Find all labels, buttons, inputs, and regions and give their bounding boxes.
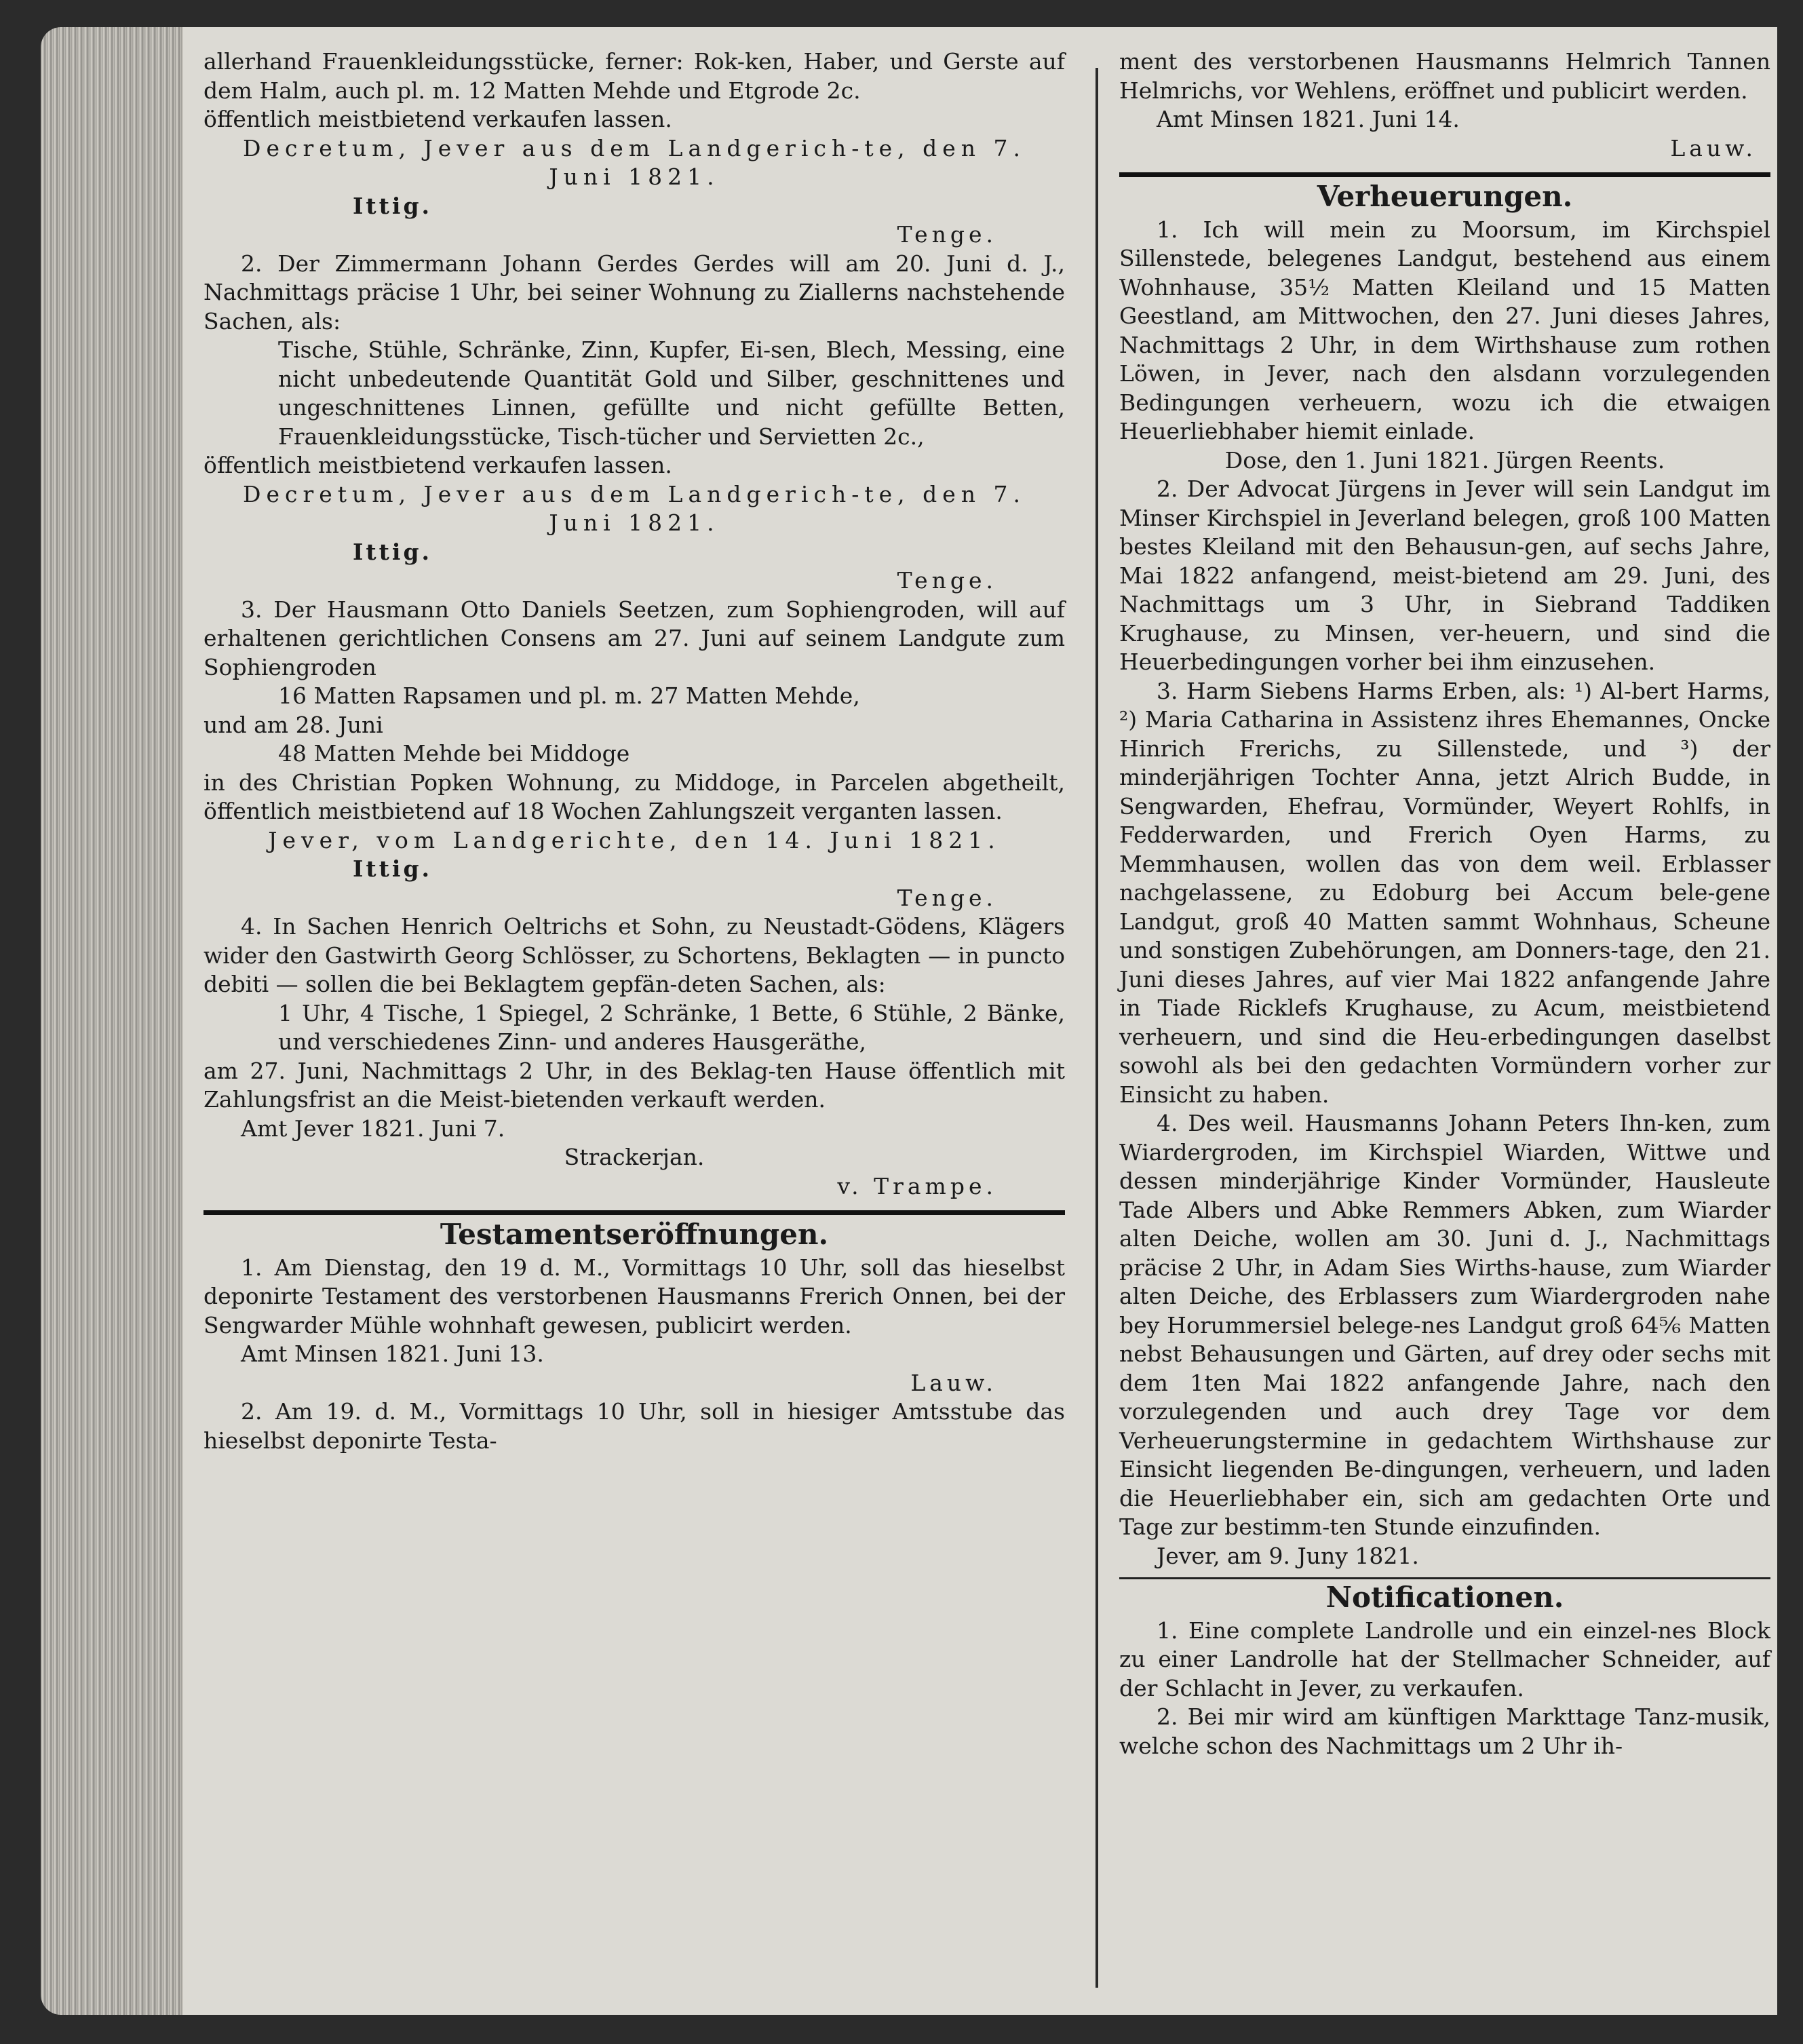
notice-2-text: 2. Der Zimmermann Johann Gerdes Gerdes will am 20. Juni d. J., Nachmittags präcise 1 Uhr, bei seiner Wohnung zu Ziallerns nachstehende Sachen, als:: [203, 250, 1065, 334]
notice-2-items: Tische, Stühle, Schränke, Zinn, Kupfer, Ei-sen, Blech, Messing, eine nicht unbedeutende Quantität Gold und Silber, geschnittenes und ungeschnittenes Linnen, gefüllte und nicht gefüllte Betten, Frauenkleidungsstücke, Tisch-tücher und Servietten 2c.,: [278, 336, 1065, 450]
notice-3-item-b: 48 Matten Mehde bei Middoge: [278, 740, 630, 767]
testament-2-text: 2. Am 19. d. M., Vormittags 10 Uhr, soll in hiesiger Amtsstube das hieselbst deponirte Testa-: [203, 1398, 1065, 1454]
signature-tenge: Tenge.: [897, 884, 997, 911]
left-column: [203, 47, 1065, 1455]
signature-strackerjan: Strackerjan.: [564, 1144, 705, 1170]
testament-1-text: 1. Am Dienstag, den 19 d. M., Vormittags 10 Uhr, soll das hieselbst deponirte Testament des verstorbenen Hausmanns Frerich Onnen, bei der Sengwarder Mühle wohnhaft gewesen, publicirt werden.: [203, 1254, 1065, 1338]
notice-2-closing: öffentlich meistbietend verkaufen lassen.: [203, 452, 672, 478]
notice-4-items: 1 Uhr, 4 Tische, 1 Spiegel, 2 Schränke, 1 Bette, 6 Stühle, 2 Bänke, und verschiedenes Zinn- und anderes Hausgeräthe,: [278, 999, 1065, 1055]
notice-n2-text: 2. Bei mir wird am künftigen Markttage Tanz-musik, welche schon des Nachmittags um 2 Uhr ih-: [1119, 1703, 1770, 1759]
signature-trampe: v. Trampe.: [837, 1172, 997, 1199]
section-heading-notificationen: Notificationen.: [1325, 1581, 1564, 1614]
section-heading-testament: Testamentseröffnungen.: [440, 1218, 829, 1251]
section-rule: [1119, 1577, 1770, 1579]
decretum-line: Decretum, Jever aus dem Landgerich-te, den 7. Juni 1821.: [242, 480, 1026, 536]
notice-n1-text: 1. Eine complete Landrolle und ein einzel-nes Block zu einer Landrolle hat der Stellmacher Schneider, auf der Schlacht in Jever, zu verkaufen.: [1119, 1617, 1770, 1701]
signature-lauw: Lauw.: [910, 1369, 997, 1396]
column-divider: [1096, 68, 1098, 1988]
notice-4-closing: am 27. Juni, Nachmittags 2 Uhr, in des Beklag-ten Hause öffentlich mit Zahlungsfrist an die Meist-bietenden verkauft werden.: [203, 1057, 1065, 1113]
signature-lauw: Lauw.: [1670, 134, 1757, 161]
notice-3-closing: in des Christian Popken Wohnung, zu Middoge, in Parcelen abgetheilt, öffentlich meistbietend auf 18 Wochen Zahlungszeit verganten lassen.: [203, 769, 1065, 824]
lease-3-text: 3. Harm Siebens Harms Erben, als: ¹) Al-bert Harms, ²) Maria Catharina in Assistenz ihres Ehemannes, Oncke Hinrich Frerichs, zu Sillenstede, und ³) der minderjährigen Tochter Anna, jetzt Alrich Budde, in Sengwarden, Ehefrau, Vormünder, Weyert Rohlfs, in Fedderwarden, und Frerich Oyen Harms, zu Memmhausen, wollen das von dem weil. Erblasser nachgelassene, zu Edoburg bei Accum bele-gene Landgut, groß 40 Matten sammt Wohnhaus, Scheune und sonstigen Zubehörungen, am Donners-tage, den 21. Juni dieses Jahres, auf vier Mai 1822 anfangende Jahre in Tiade Ricklefs Krughause, zu Acum, meistbietend verheuern, und sind die Heu-erbedingungen daselbst sowohl als bei den gedachten Vormündern vorher zur Einsicht zu haben.: [1119, 677, 1770, 1108]
notice-4-date: Amt Jever 1821. Juni 7.: [241, 1115, 505, 1142]
lease-1-text: 1. Ich will mein zu Moorsum, im Kirchspiel Sillenstede, belegenes Landgut, bestehend aus einem Wohnhause, 35½ Matten Kleiland und 15 Matten Geestland, am Mittwochen, den 27. Juni dieses Jahres, Nachmittags 2 Uhr, in dem Wirthshause zum rothen Löwen, in Jever, nach den alsdann vorzulegenden Bedingungen verheuern, wozu ich die etwaigen Heuerliebhaber hiemit einlade.: [1119, 216, 1770, 444]
section-rule: [203, 1210, 1065, 1215]
notice-3-date: und am 28. Juni: [203, 711, 383, 738]
decretum-line: Jever, vom Landgerichte, den 14. Juni 1821.: [268, 826, 1001, 853]
signature-ittig: Ittig.: [353, 538, 433, 565]
lease-4-signature: Jever, am 9. Juny 1821.: [1157, 1542, 1419, 1569]
decretum-line: Decretum, Jever aus dem Landgerich-te, den 7. Juni 1821.: [242, 134, 1026, 190]
intro-closing: öffentlich meistbietend verkaufen lassen.: [203, 106, 672, 132]
book-page-stack: [41, 27, 197, 2015]
lease-1-signature: Dose, den 1. Juni 1821. Jürgen Reents.: [1224, 446, 1665, 474]
right-column: [1119, 47, 1770, 1760]
signature-tenge: Tenge.: [897, 567, 997, 594]
testament-2-date: Amt Minsen 1821. Juni 14.: [1157, 106, 1460, 132]
lease-2-text: 2. Der Advocat Jürgens in Jever will sein Landgut im Minser Kirchspiel in Jeverland belegen, groß 100 Matten bestes Kleiland mit den Behausun-gen, auf sechs Jahre, Mai 1822 anfangend, meist-bietend am 29. Juni, des Nachmittags um 3 Uhr, in Siebrand Taddiken Krughause, zu Minsen, ver-heuern, und sind die Heuerbedingungen vorher bei ihm einzusehen.: [1119, 476, 1770, 675]
signature-ittig: Ittig.: [353, 192, 433, 219]
section-rule: [1119, 172, 1770, 177]
section-heading-verheuerungen: Verheuerungen.: [1317, 180, 1573, 213]
lease-4-text: 4. Des weil. Hausmanns Johann Peters Ihn-ken, zum Wiardergroden, im Kirchspiel Wiarden, Wittwe und dessen minderjährige Kinder Vormünder, Hausleute Tade Albers und Abke Remmers Abken, zum Wiarder alten Deiche, wollen am 30. Juni d. J., Nachmittags präcise 2 Uhr, in Adam Sies Wirths-hause, zum Wiarder alten Deiche, des Erblassers zum Wiardergroden nahe bey Horummersiel belege-nes Landgut groß 64⅚ Matten nebst Behausungen und Gärten, auf drey oder sechs mit dem 1ten Mai 1822 anfangende Jahre, nach den vorzulegenden und auch drey Tage vor dem Verheuerungstermine in gedachtem Wirthshause zur Einsicht liegenden Be-dingungen, verheuern, und laden die Heuerliebhaber ein, sich am gedachten Orte und Tage zur bestimm-ten Stunde einzufinden.: [1119, 1110, 1770, 1540]
testament-1-date: Amt Minsen 1821. Juni 13.: [241, 1341, 544, 1367]
notice-3-item-a: 16 Matten Rapsamen und pl. m. 27 Matten Mehde,: [278, 682, 860, 709]
signature-tenge: Tenge.: [897, 221, 997, 248]
notice-3-text: 3. Der Hausmann Otto Daniels Seetzen, zum Sophiengroden, will auf erhaltenen gerichtlichen Consens am 27. Juni auf seinem Landgute zum Sophiengroden: [203, 596, 1065, 680]
signature-ittig: Ittig.: [353, 855, 433, 882]
testament-2-continued: ment des verstorbenen Hausmanns Helmrich Tannen Helmrichs, vor Wehlens, eröffnet und publicirt werden.: [1119, 48, 1770, 104]
intro-text: allerhand Frauenkleidungsstücke, ferner: Rok-ken, Haber, und Gerste auf dem Halm, auch pl. m. 12 Matten Mehde und Etgrode 2c.: [203, 48, 1065, 104]
notice-4-text: 4. In Sachen Henrich Oeltrichs et Sohn, zu Neustadt-Gödens, Klägers wider den Gastwirth Georg Schlösser, zu Schortens, Beklagten — in puncto debiti — sollen die bei Beklagtem gepfän-deten Sachen, als:: [203, 913, 1065, 997]
